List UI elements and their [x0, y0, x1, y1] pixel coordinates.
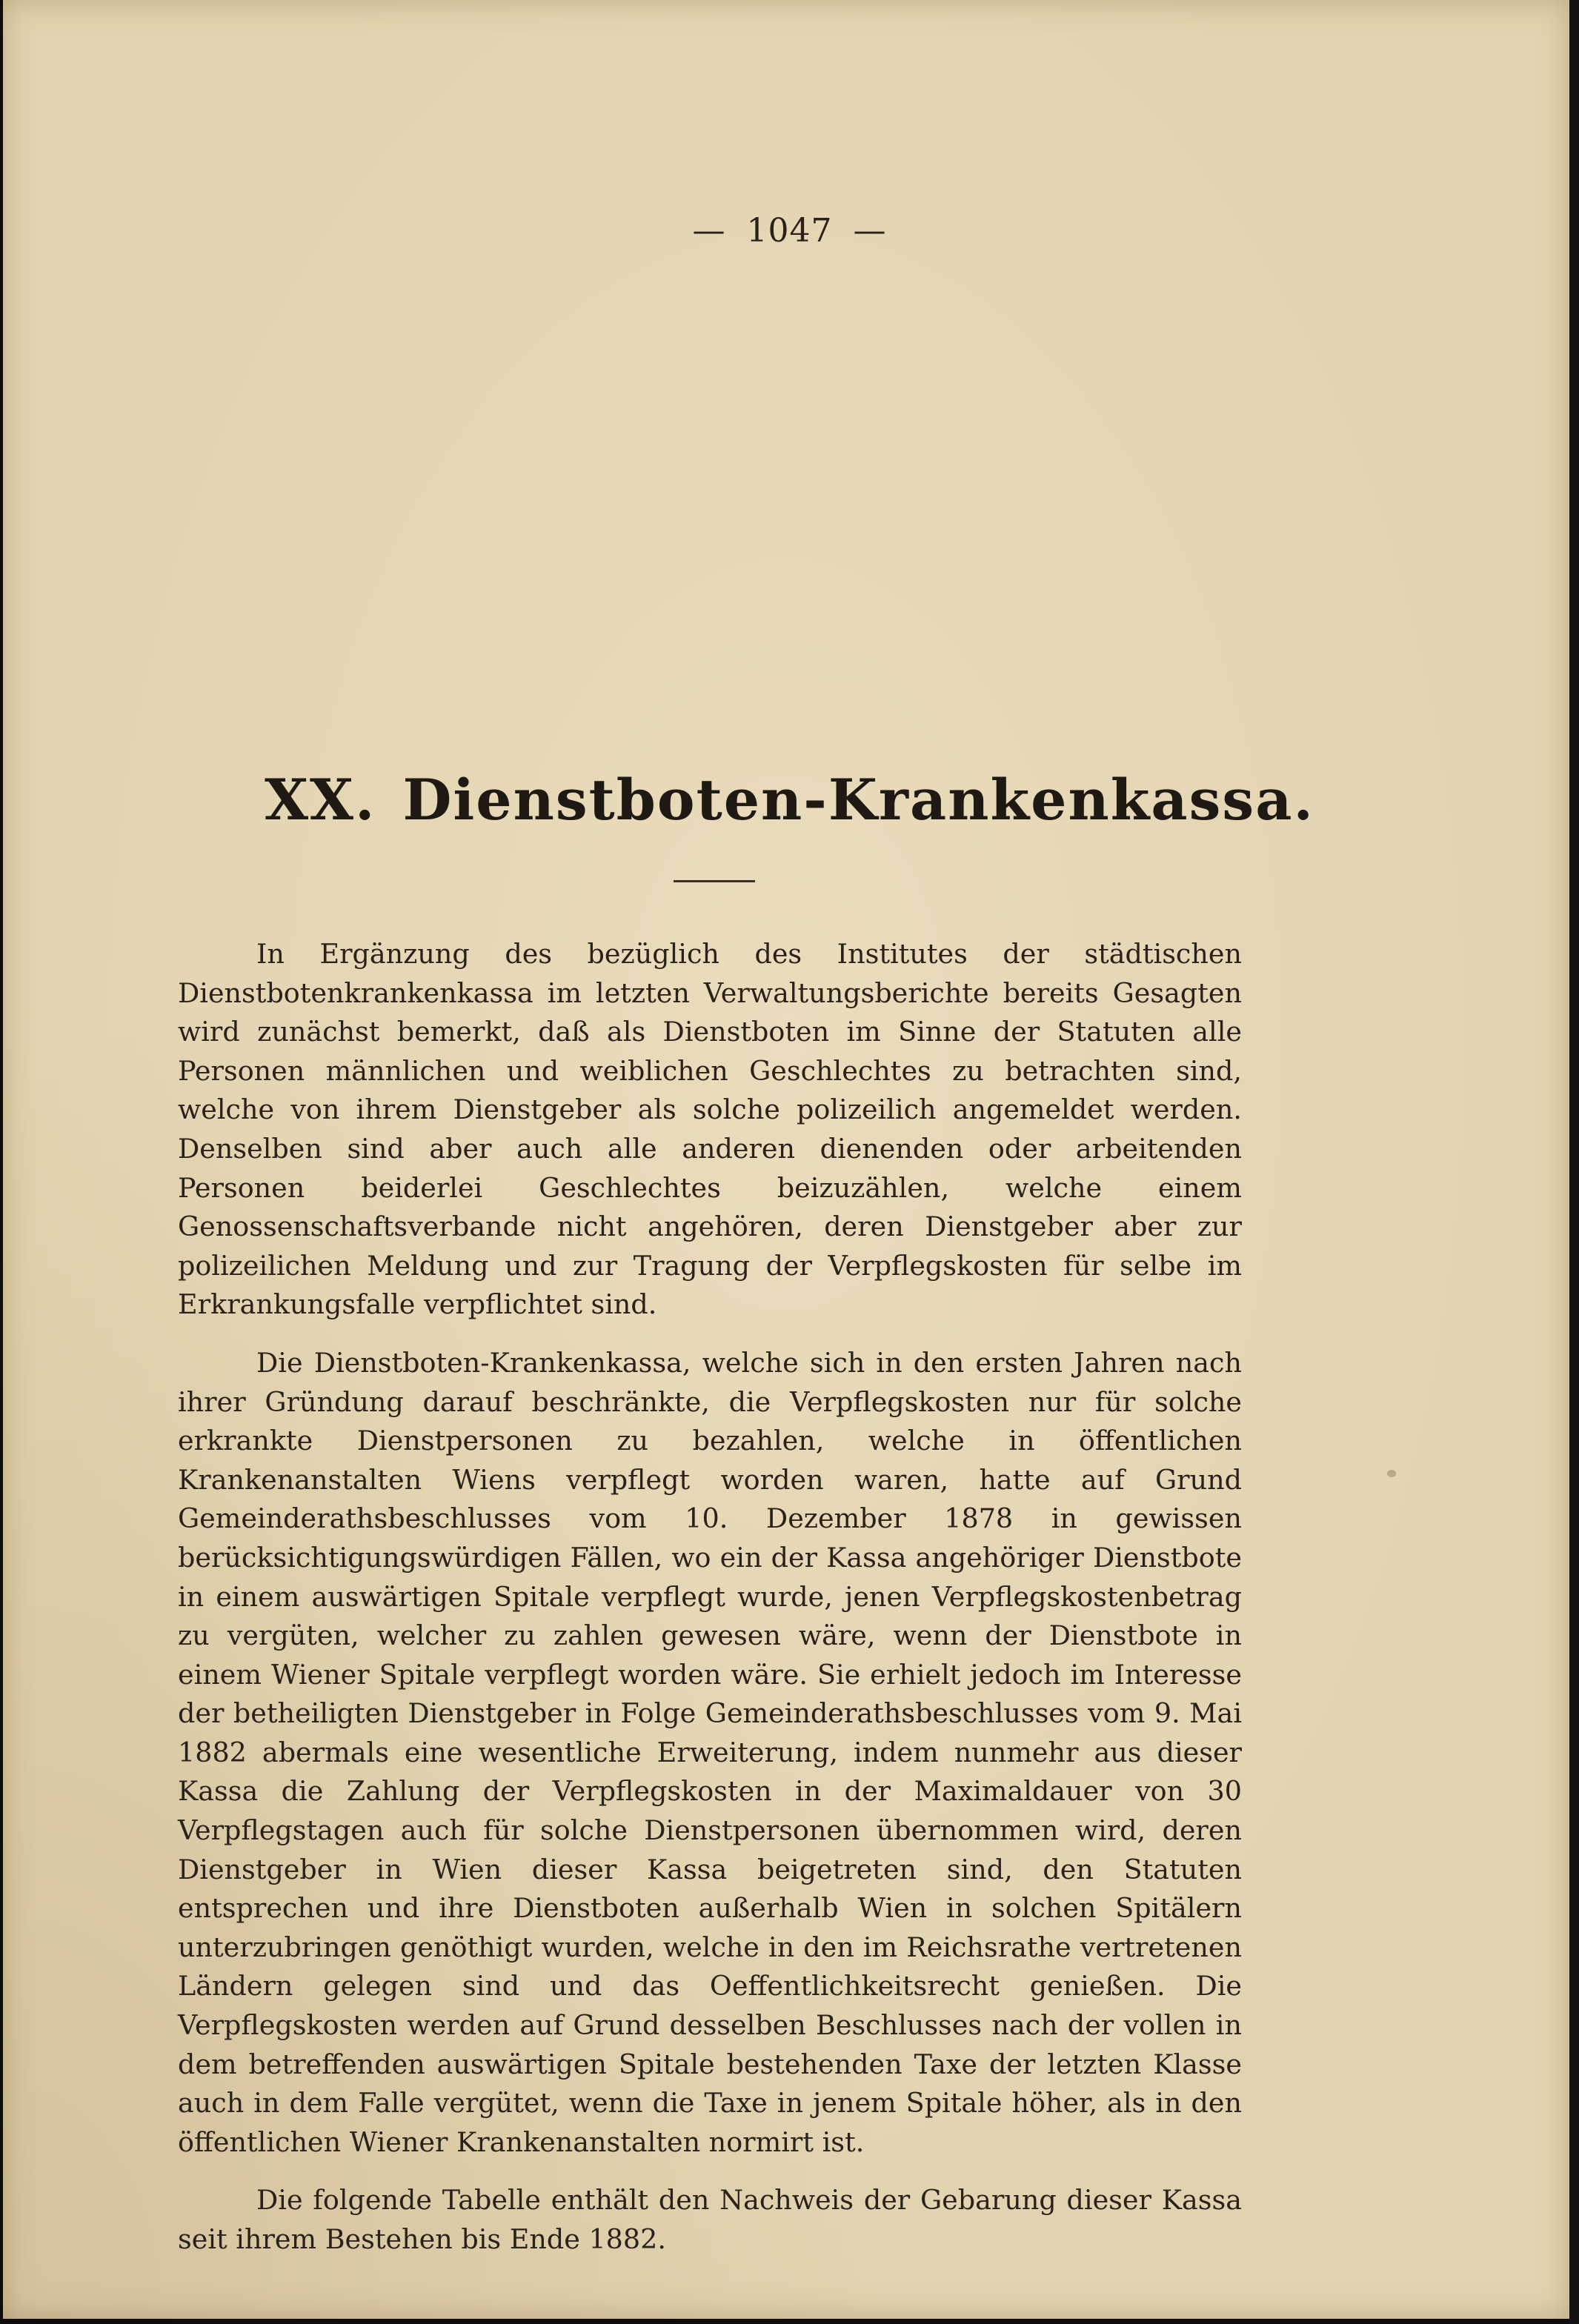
- section-heading: [0, 767, 1579, 833]
- page-number-dash-right: —: [853, 212, 887, 250]
- heading-rule: [674, 880, 755, 882]
- paper-spot: [1387, 1470, 1396, 1477]
- section-numeral: XX.: [265, 767, 376, 833]
- paragraph-2: Die Dienstboten-Krankenkassa, welche sich in den ersten Jahren nach ihrer Gründung darauf beschränkte, die Verpflegskosten nur für solche erkrankte Dienstpersonen zu bezahlen, welche in öffentlichen Krankenanstalten Wiens verpflegt worden waren, hatte auf Grund Gemeinderathsbeschlusses vom 10. Dezember 1878 in gewissen berücksichtigungswürdigen Fällen, wo ein der Kassa angehöriger Dienstbote in einem auswärtigen Spitale verpflegt wurde, jenen Verpflegskostenbetrag zu vergüten, welcher zu zahlen gewesen wäre, wenn der Dienstbote in einem Wiener Spitale verpflegt worden wäre. Sie erhielt jedoch im Interesse der betheiligten Dienstgeber in Folge Gemeinderathsbeschlusses vom 9. Mai 1882 abermals eine wesentliche Erweiterung, indem nunmehr aus dieser Kassa die Zahlung der Verpflegskosten in der Maximaldauer von 30 Verpflegstagen auch für solche Dienstpersonen übernommen wird, deren Dienstgeber in Wien dieser Kassa beigetreten sind, den Statuten entsprechen und ihre Dienstboten außerhalb Wien in solchen Spitälern unterzubringen genöthigt wurden, welche in den im Reichsrathe vertretenen Ländern gelegen sind und das Oeffentlichkeitsrecht genießen. Die Verpflegskosten werden auf Grund desselben Beschlusses nach der vollen in dem betreffenden auswärtigen Spitale bestehenden Taxe der letzten Klasse auch in dem Falle vergütet, wenn die Taxe in jenem Spitale höher, als in den öffentlichen Wiener Krankenanstalten normirt ist.: [178, 1346, 1242, 2158]
- paragraph-1: In Ergänzung des bezüglich des Institutes der städtischen Dienstbotenkrankenkassa im letzten Verwaltungsberichte bereits Gesagten wird zunächst bemerkt, daß als Dienstboten im Sinne der Statuten alle Personen männlichen und weiblichen Geschlechtes zu betrachten sind, welche von ihrem Dienstgeber als solche polizeilich angemeldet werden. Denselben sind aber auch alle anderen dienenden oder arbeitenden Personen beiderlei Geschlechtes beizuzählen, welche einem Genossenschaftsverbande nicht angehören, deren Dienstgeber aber zur polizeilichen Meldung und zur Tragung der Verpflegskosten für selbe im Erkrankungsfalle verpflichtet sind.: [178, 938, 1242, 1321]
- page-number: [0, 212, 1579, 250]
- body-text: [178, 935, 1242, 2260]
- page-number-dash-left: —: [692, 212, 726, 250]
- page-number-value: 1047: [746, 212, 833, 250]
- section-title: Dienstboten-Krankenkassa.: [402, 767, 1314, 833]
- scan-edge: [1569, 0, 1579, 2324]
- paragraph-3: Die folgende Tabelle enthält den Nachweis der Gebarung dieser Kassa seit ihrem Bestehen bis Ende 1882.: [178, 2184, 1242, 2255]
